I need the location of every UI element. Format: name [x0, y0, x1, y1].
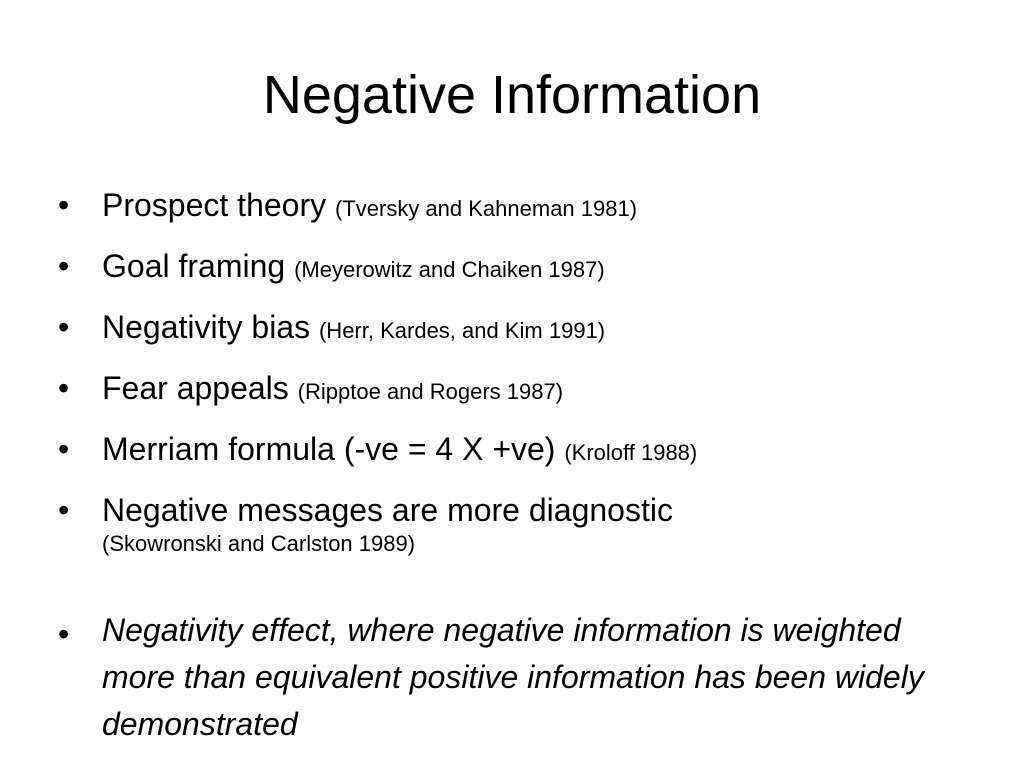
bullet-text: Prospect theory: [102, 187, 327, 223]
bullet-list: [58, 186, 958, 767]
bullet-dot: •: [58, 187, 70, 223]
emphasis-bullet: [58, 607, 958, 748]
bullet-citation: (Meyerowitz and Chaiken 1987): [294, 257, 605, 282]
bullet-dot: •: [58, 616, 70, 652]
bullet-citation: (Ripptoe and Rogers 1987): [297, 379, 564, 404]
bullet-item: [58, 491, 958, 559]
bullet-text: Fear appeals: [102, 370, 289, 406]
bullet-dot: •: [58, 431, 70, 467]
bullet-text: Goal framing: [102, 248, 286, 284]
bullet-text: Merriam formula (-ve = 4 X +ve): [102, 431, 556, 467]
bullet-item: [58, 247, 958, 289]
bullet-item: [58, 369, 958, 411]
bullet-item: [58, 308, 958, 350]
bullet-dot: •: [58, 492, 70, 528]
bullet-citation: (Kroloff 1988): [564, 440, 698, 465]
emphasis-text: Negativity effect, where negative information is weighted more than equivalent positive information has been widely demonstrated: [102, 612, 924, 742]
bullet-citation: (Skowronski and Carlston 1989): [102, 531, 416, 556]
slide-title: Negative Information: [262, 65, 762, 125]
bullet-citation: (Herr, Kardes, and Kim 1991): [318, 318, 606, 343]
bullet-text: Negativity bias: [102, 309, 311, 345]
bullet-dot: •: [58, 370, 70, 406]
bullet-citation: (Tversky and Kahneman 1981): [335, 196, 638, 221]
bullet-item: [58, 186, 958, 228]
bullet-item: [58, 430, 958, 472]
bullet-dot: •: [58, 248, 70, 284]
bullet-text: Negative messages are more diagnostic: [102, 492, 673, 528]
bullet-dot: •: [58, 309, 70, 345]
